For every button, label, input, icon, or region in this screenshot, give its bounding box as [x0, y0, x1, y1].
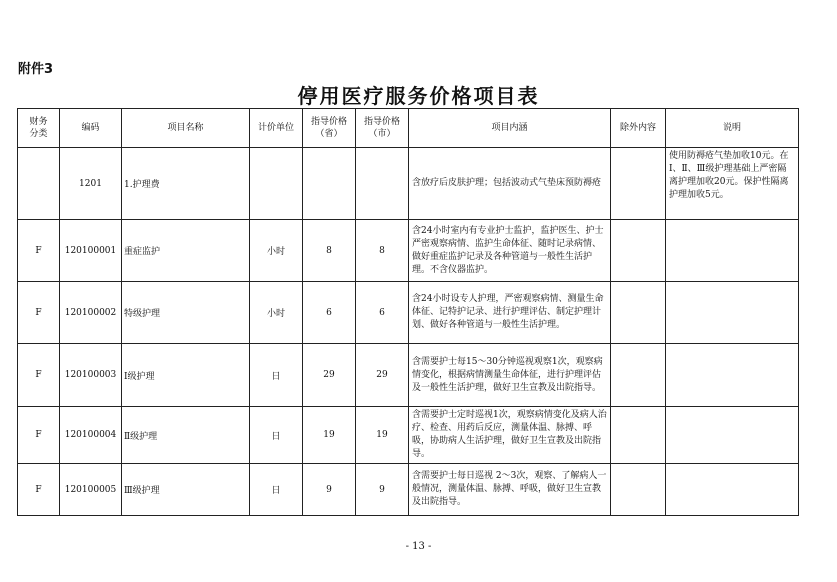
table-header-row — [18, 109, 799, 148]
cell-excluded — [611, 148, 666, 220]
header-excluded: 除外内容 — [611, 109, 666, 148]
header-category: 财务 分类 — [18, 109, 60, 148]
cell-price-city: 29 — [356, 344, 409, 407]
attachment-label: 附件3 — [18, 62, 54, 77]
cell-unit: 小时 — [250, 220, 303, 282]
cell-category: F — [18, 464, 60, 516]
cell-excluded — [611, 464, 666, 516]
cell-note — [666, 344, 799, 407]
header-name: 项目名称 — [122, 109, 250, 148]
cell-excluded — [611, 282, 666, 344]
header-price-city: 指导价格 （市） — [356, 109, 409, 148]
cell-name: 1.护理费 — [122, 148, 250, 220]
cell-price-prov — [303, 148, 356, 220]
cell-name: Ⅲ级护理 — [122, 464, 250, 516]
cell-excluded — [611, 407, 666, 464]
table-row — [18, 407, 799, 464]
table-row — [18, 282, 799, 344]
header-code: 编码 — [60, 109, 122, 148]
cell-price-city: 8 — [356, 220, 409, 282]
cell-price-city: 9 — [356, 464, 409, 516]
cell-name: 特级护理 — [122, 282, 250, 344]
cell-note — [666, 464, 799, 516]
cell-note: 使用防褥疮气垫加收10元。在Ⅰ、Ⅱ、Ⅲ级护理基础上严密隔离护理加收20元。保护性隔离护理加收5元。 — [666, 148, 799, 220]
cell-code: 1201 — [60, 148, 122, 220]
cell-unit: 日 — [250, 464, 303, 516]
cell-excluded — [611, 220, 666, 282]
cell-code: 120100002 — [60, 282, 122, 344]
cell-note — [666, 407, 799, 464]
table-row — [18, 344, 799, 407]
cell-category: F — [18, 344, 60, 407]
cell-note — [666, 220, 799, 282]
cell-category: F — [18, 282, 60, 344]
page-number: - 13 - — [405, 541, 432, 552]
cell-price-prov: 8 — [303, 220, 356, 282]
cell-code: 120100005 — [60, 464, 122, 516]
header-unit: 计价单位 — [250, 109, 303, 148]
cell-code: 120100003 — [60, 344, 122, 407]
table-row — [18, 148, 799, 220]
cell-content: 含需要护士定时巡视1次，观察病情变化及病人治疗、检查、用药后反应，测量体温、脉搏、呼吸，协助病人生活护理，做好卫生宣教及出院指导。 — [409, 407, 611, 464]
cell-name: Ⅱ级护理 — [122, 407, 250, 464]
cell-price-city: 6 — [356, 282, 409, 344]
cell-unit — [250, 148, 303, 220]
cell-code: 120100001 — [60, 220, 122, 282]
cell-price-prov: 6 — [303, 282, 356, 344]
table-row — [18, 220, 799, 282]
cell-content: 含24小时设专人护理，严密观察病情、测量生命体征、记特护记录、进行护理评估、制定护理计划、做好各种管道与一般性生活护理。 — [409, 282, 611, 344]
cell-name: Ⅰ级护理 — [122, 344, 250, 407]
header-price-prov: 指导价格 （省） — [303, 109, 356, 148]
cell-content: 含需要护士每15～30分钟巡视观察1次，观察病情变化，根据病情测量生命体征，进行护理评估及一般性生活护理，做好卫生宣教及出院指导。 — [409, 344, 611, 407]
cell-excluded — [611, 344, 666, 407]
cell-price-prov: 29 — [303, 344, 356, 407]
cell-content: 含24小时室内有专业护士监护，监护医生、护士严密观察病情、监护生命体征、随时记录病情、做好重症监护记录及各种管道与一般性生活护理。不含仪器监护。 — [409, 220, 611, 282]
cell-price-city — [356, 148, 409, 220]
cell-note — [666, 282, 799, 344]
document-title: 停用医疗服务价格项目表 — [297, 84, 540, 108]
cell-category: F — [18, 220, 60, 282]
table-row — [18, 464, 799, 516]
header-content: 项目内涵 — [409, 109, 611, 148]
header-note: 说明 — [666, 109, 799, 148]
cell-price-city: 19 — [356, 407, 409, 464]
cell-category: F — [18, 407, 60, 464]
cell-unit: 日 — [250, 407, 303, 464]
cell-content: 含放疗后皮肤护理；包括波动式气垫床预防褥疮 — [409, 148, 611, 220]
cell-content: 含需要护士每日巡视 2～3次，观察、了解病人一般情况，测量体温、脉搏、呼吸，做好卫生宣教及出院指导。 — [409, 464, 611, 516]
price-table — [17, 108, 799, 516]
cell-category — [18, 148, 60, 220]
cell-price-prov: 19 — [303, 407, 356, 464]
cell-unit: 日 — [250, 344, 303, 407]
cell-unit: 小时 — [250, 282, 303, 344]
cell-price-prov: 9 — [303, 464, 356, 516]
cell-name: 重症监护 — [122, 220, 250, 282]
cell-code: 120100004 — [60, 407, 122, 464]
